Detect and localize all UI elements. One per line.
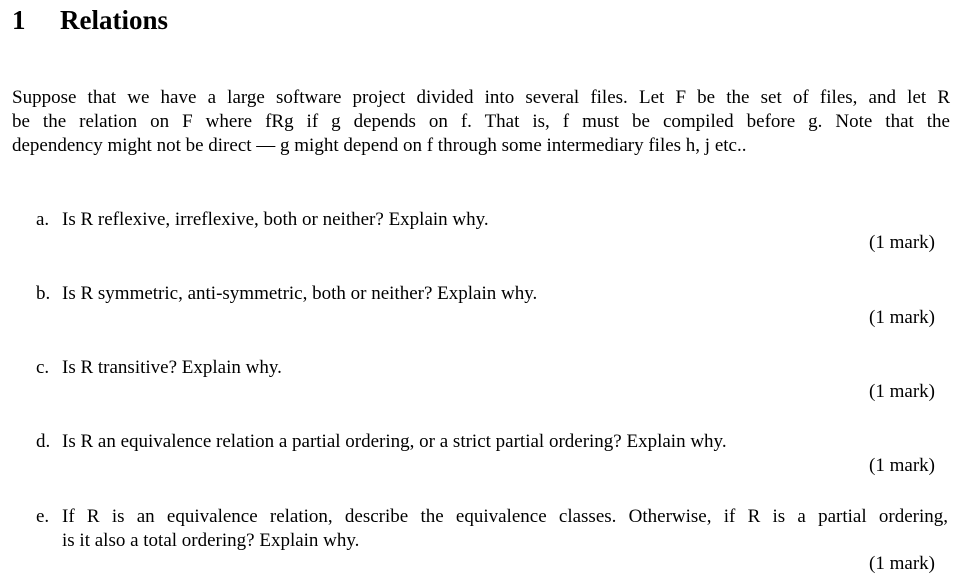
- intro-line-2: be the relation on F where fRg if g depends on f. That is, f must be compiled before g. Note that the: [12, 111, 950, 132]
- question-a: [36, 208, 489, 232]
- intro-line-1: Suppose that we have a large software project divided into several files. Let F be the set of files, and let R: [12, 87, 950, 108]
- question-text: Is R transitive? Explain why.: [62, 357, 282, 378]
- question-e-mark: (1 mark): [869, 553, 935, 574]
- question-text: Is R an equivalence relation a partial ordering, or a strict partial ordering? Explain why.: [62, 431, 727, 452]
- question-label: e.: [36, 506, 50, 527]
- question-label: d.: [36, 431, 51, 452]
- question-c: [36, 356, 282, 380]
- question-b-mark: (1 mark): [869, 307, 935, 328]
- question-b: [36, 282, 537, 306]
- question-label: c.: [36, 357, 50, 378]
- question-c-mark: (1 mark): [869, 381, 935, 402]
- section-heading: [12, 4, 168, 36]
- question-label: a.: [36, 209, 50, 230]
- question-text-continued: is it also a total ordering? Explain why.: [62, 530, 360, 551]
- question-label: b.: [36, 283, 51, 304]
- question-text: Is R symmetric, anti-symmetric, both or neither? Explain why.: [62, 283, 538, 304]
- question-a-mark: (1 mark): [869, 232, 935, 253]
- intro-paragraph: [12, 86, 950, 158]
- question-d: [36, 430, 727, 454]
- question-d-mark: (1 mark): [869, 455, 935, 476]
- question-text: Is R reflexive, irreflexive, both or neither? Explain why.: [62, 209, 489, 230]
- section-number: 1: [12, 5, 26, 35]
- section-title: Relations: [60, 5, 168, 35]
- question-text: If R is an equivalence relation, describe the equivalence classes. Otherwise, if R is a partial ordering,: [62, 506, 948, 527]
- intro-line-3: dependency might not be direct — g might depend on f through some intermediary files h, j etc..: [12, 135, 747, 156]
- question-e: [36, 505, 948, 553]
